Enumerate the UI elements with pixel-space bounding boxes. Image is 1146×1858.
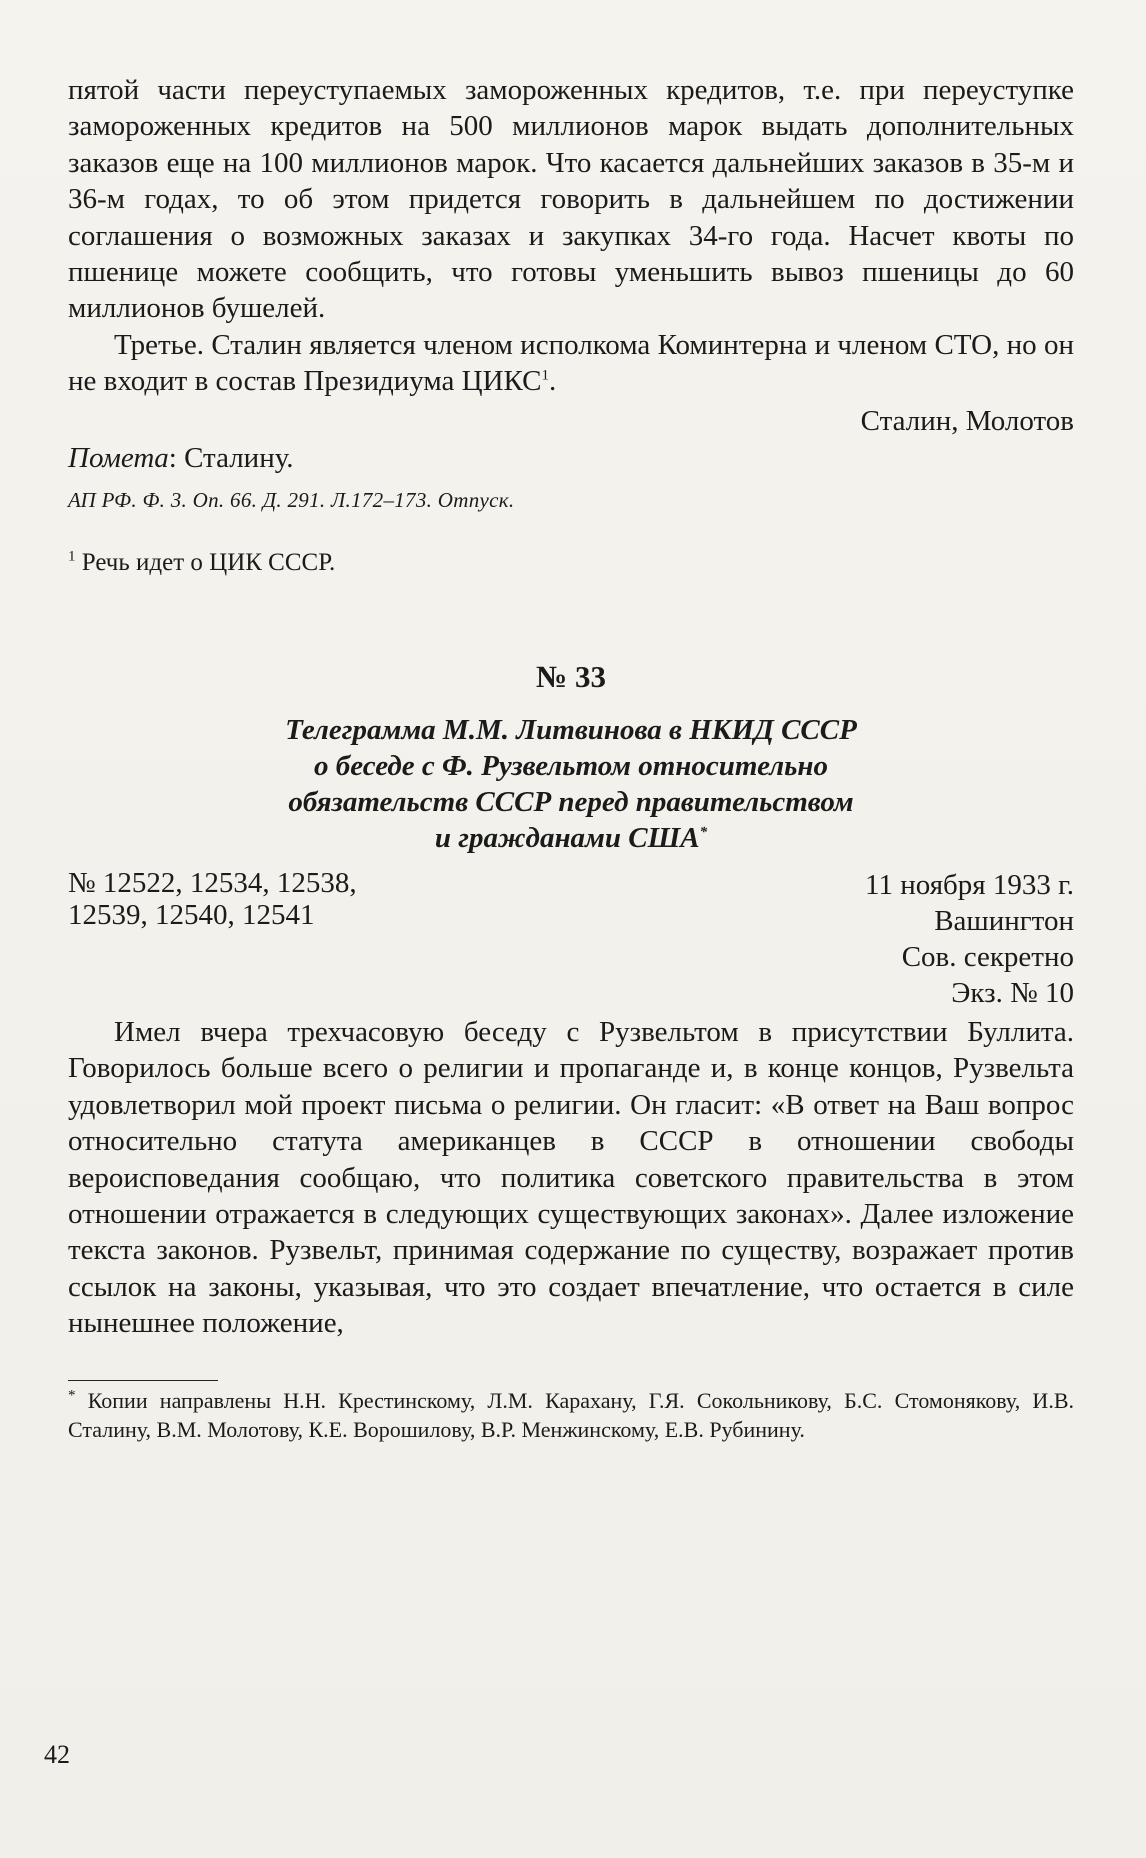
footnote-1	[68, 549, 1074, 577]
footnote-1-marker: 1	[68, 548, 76, 565]
note-label: Пометa	[68, 442, 169, 474]
third-paragraph-end: .	[549, 365, 557, 398]
note-text: : Сталину.	[168, 442, 294, 474]
document-number: № 33	[536, 659, 606, 694]
bottom-footnote-marker: *	[68, 1387, 76, 1404]
footnote-ref-1: 1	[541, 367, 550, 384]
bottom-footnote-text: Копии направлены Н.Н. Крестинскому, Л.М. Карахану, Г.Я. Сокольникову, Б.С. Стомонякову, И.В. Сталину, В.М. Молотову, К.Е. Ворошилову, В.Р. Менжинскому, Е.В. Рубинину.	[68, 1388, 1074, 1442]
archive-reference: АП РФ. Ф. 3. Оп. 66. Д. 291. Л.172–173. Отпуск.	[68, 488, 515, 512]
document-title-line-1: Телеграмма М.М. Литвинова в НКИД СССР	[285, 714, 857, 746]
document-title-line-4	[68, 820, 1074, 856]
document-date: 11 ноября 1933 г.	[865, 869, 1074, 901]
continuation-paragraph: пятой части переуступаемых замороженных кредитов, т.е. при переуступке замороженных кредитов на 500 миллионов марок выдать дополнительных заказов еще на 100 миллионов марок. Что касается дальнейших заказов в 35-м и 36-м годах, то об этом придется говорить в дальнейшем по достижении соглашения о возможных заказах и закупках 34-го года. Насчет квоты по пшенице можете сообщить, что готовы уменьшить вывоз пшеницы до 60 миллионов бушелей.	[68, 74, 1074, 325]
title-footnote-marker: *	[699, 824, 708, 841]
document-place: Вашингтон	[934, 905, 1074, 937]
document-title-line-2: о беседе с Ф. Рузвельтом относительно	[314, 750, 828, 782]
document-title-line-4-text: и гражданами США	[434, 822, 700, 854]
third-paragraph-text: Третье. Сталин является членом исполкома Коминтерна и членом СТО, но он не входит в состав Президиума ЦИКС	[68, 329, 1074, 398]
document-copy: Экз. № 10	[951, 977, 1074, 1009]
third-paragraph	[68, 327, 1074, 400]
page-number: 42	[44, 1740, 70, 1769]
note-line	[68, 440, 1074, 476]
document-classification: Сов. секретно	[901, 941, 1074, 973]
telegram-numbers-line-1: № 12522, 12534, 12538,	[68, 867, 357, 899]
document-meta	[68, 867, 1074, 1011]
bottom-footnote	[68, 1387, 1074, 1444]
continuation-block	[68, 72, 1074, 327]
bottom-footnote-block	[68, 1387, 1074, 1444]
footnote-divider	[68, 1380, 218, 1381]
document-title-line-3: обязательств СССР перед правительством	[288, 786, 854, 818]
telegram-numbers-line-2: 12539, 12540, 12541	[68, 899, 315, 931]
third-block	[68, 327, 1074, 400]
document-title	[68, 712, 1074, 856]
main-block	[68, 1014, 1074, 1342]
signature: Сталин, Молотов	[860, 405, 1074, 437]
main-paragraph: Имел вчера трехчасовую беседу с Рузвельтом в присутствии Буллита. Говорилось больше всего о религии и пропаганде и, в конце концов, Рузвельта удовлетворил мой проект письма о религии. Он гласит: «В ответ на Ваш вопрос относительно статута американцев в СССР в отношении свободы вероисповедания сообщаю, что политика советского правительства в этом отношении отражается в следующих существующих законах». Далее изложение текста законов. Рузвельт, принимая содержание по существу, возражает против ссылок на законы, указывая, что это создает впечатление, что остается в силе нынешнее положение,	[68, 1016, 1074, 1340]
footnote-1-text: Речь идет о ЦИК СССР.	[75, 549, 336, 576]
